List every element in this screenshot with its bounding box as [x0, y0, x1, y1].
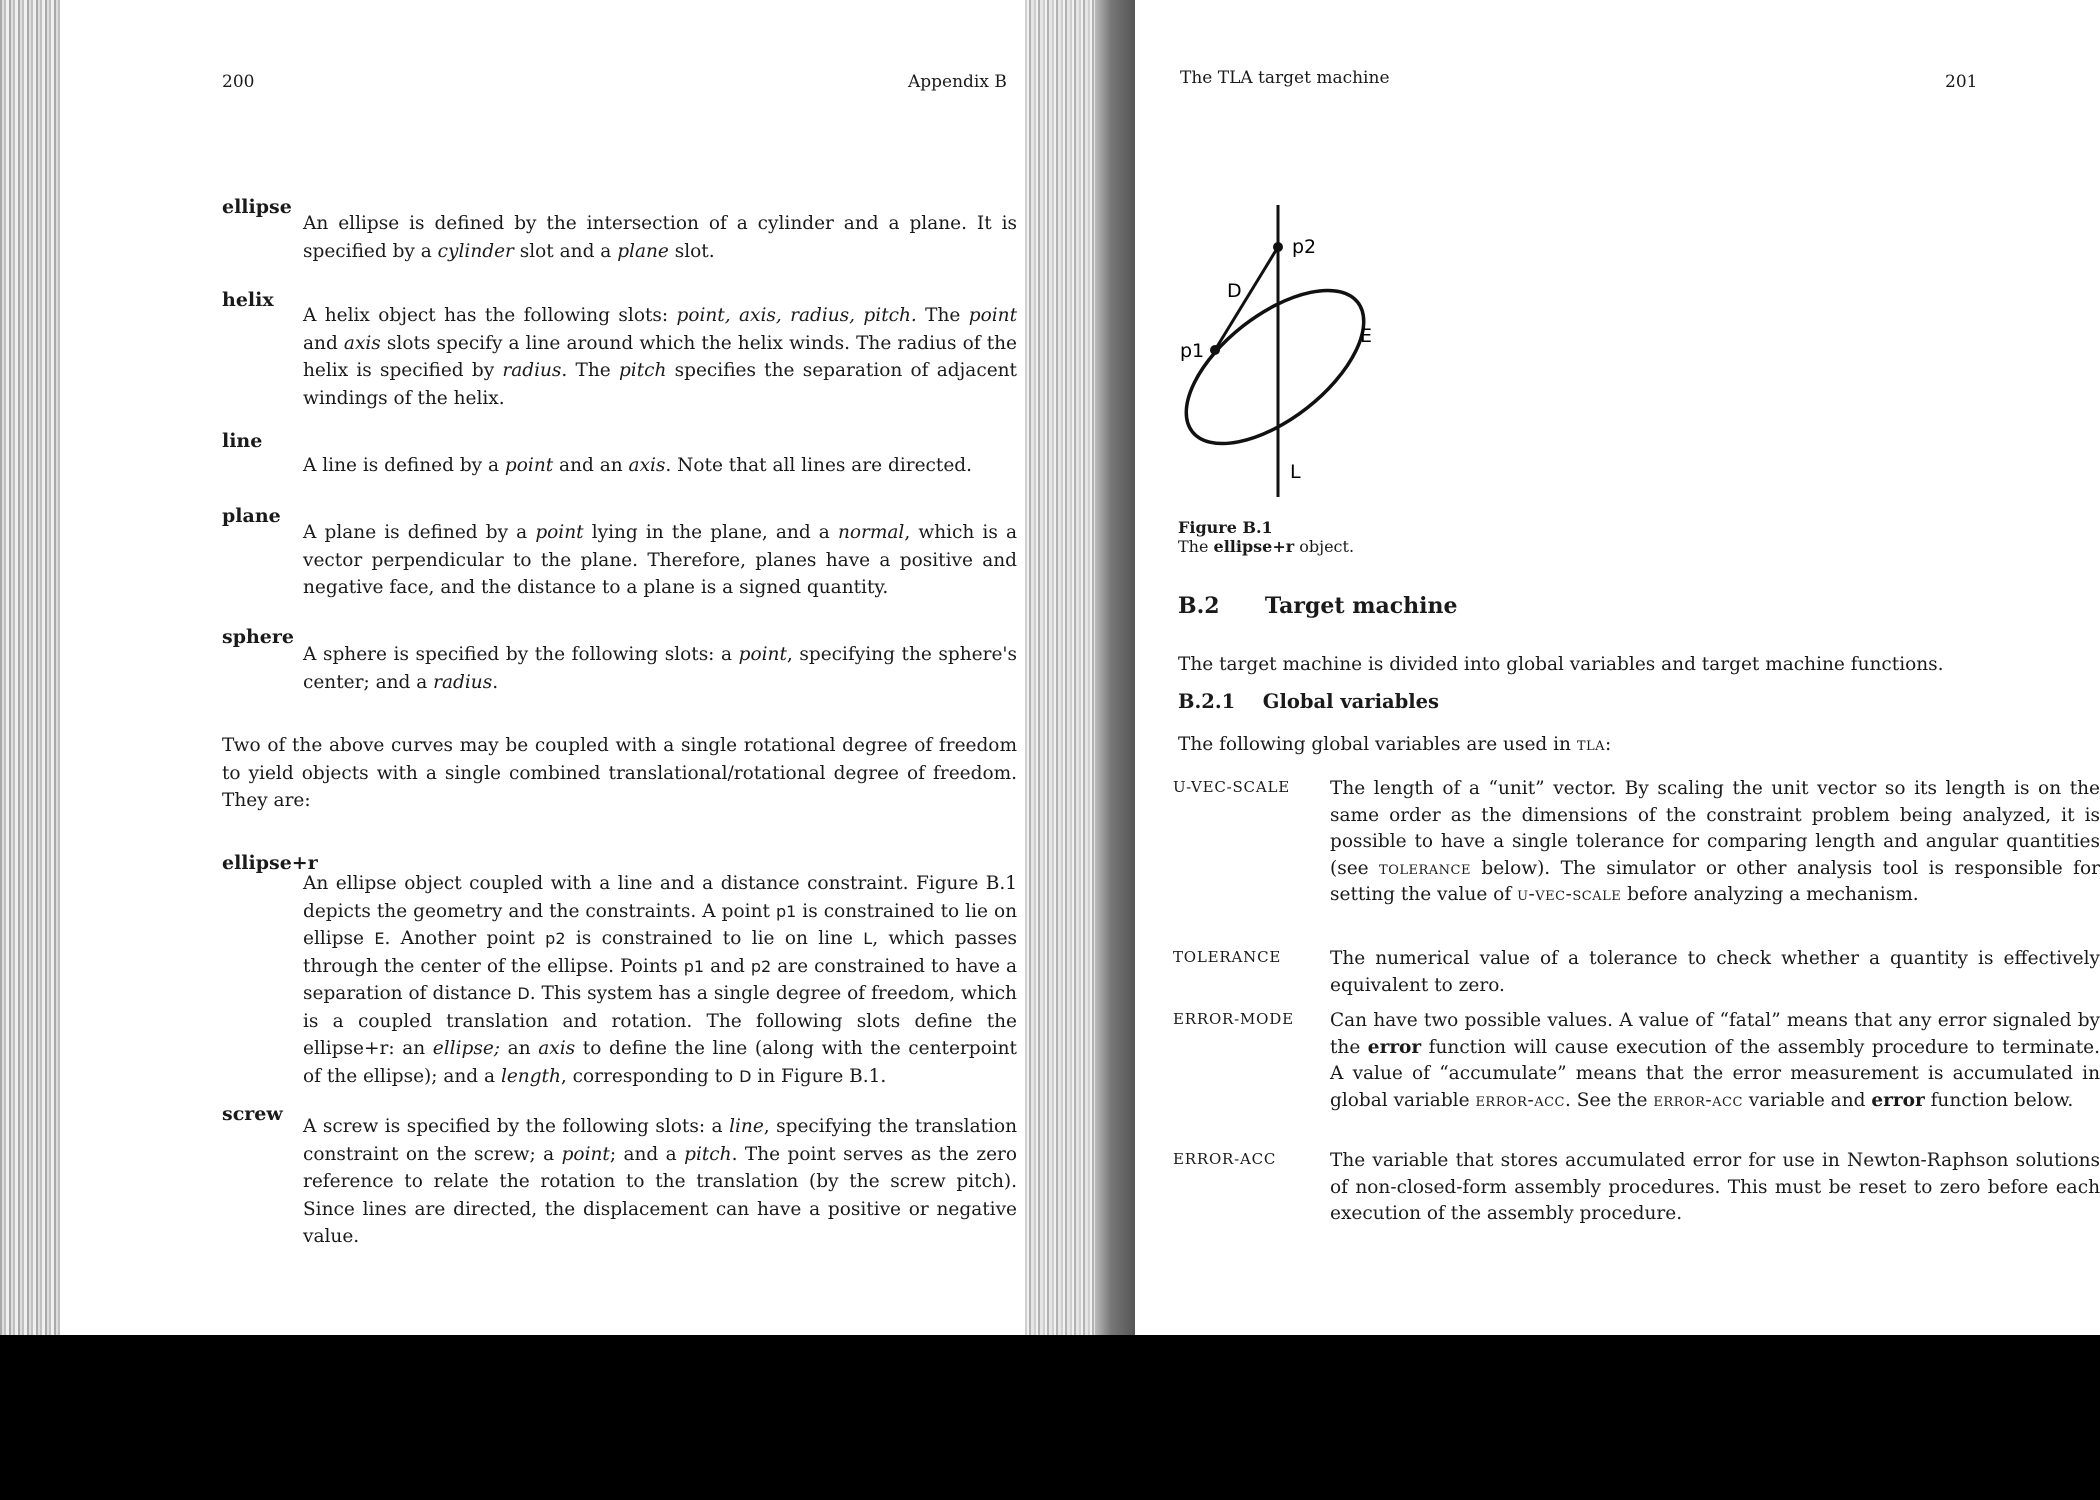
var-name-u-vec-scale: U-VEC-SCALE: [1173, 778, 1290, 796]
def-sphere: A sphere is specified by the following slots: a point, specifying the sphere's center; and a radius.: [303, 644, 1017, 693]
segment-D: [1215, 247, 1278, 350]
var-name-error-acc: ERROR-ACC: [1173, 1150, 1277, 1168]
label-E: E: [1360, 325, 1373, 347]
left-page: [60, 0, 1025, 1335]
left-page-number: 200: [222, 72, 255, 92]
term-ellipse-r: ellipse+r: [222, 852, 318, 874]
subsection-heading: [1178, 690, 1439, 713]
subsection-intro: The following global variables are used in tla:: [1178, 734, 1612, 755]
label-p2: p2: [1292, 236, 1317, 258]
var-name-error-mode: ERROR-MODE: [1173, 1010, 1294, 1028]
term-plane: plane: [222, 505, 281, 527]
def-screw: A screw is specified by the following slots: a line, specifying the translation constraint on the screw; a point; and a pitch. The point serves as the zero reference to relate the rotation to the translation (by the screw pitch). Since lines are directed, the displacement can have a positive or negative value.: [303, 1116, 1018, 1247]
def-line: A line is defined by a point and an axis. Note that all lines are directed.: [303, 455, 972, 476]
section-intro: The target machine is divided into global variables and target machine functions.: [1178, 654, 1944, 675]
section-heading: [1178, 593, 1458, 619]
def-plane: A plane is defined by a point lying in the plane, and a normal, which is a vector perpendicular to the plane. Therefore, planes have a positive and negative face, and the distance to a plane is a signed quantity.: [303, 522, 1017, 598]
book-spine-shadow: [1095, 0, 1135, 1340]
scan-background-black: [0, 1335, 2100, 1500]
right-page-number: 201: [1945, 72, 1978, 92]
term-ellipse: ellipse: [222, 196, 292, 218]
right-page: [1135, 0, 2100, 1335]
var-def-u-vec-scale: The length of a “unit” vector. By scaling the unit vector so its length is on the same order as the dimensions of the constraint problem being analyzed, it is possible to have a single tolerance for comparing length and angular quantities (see tolerance below). The simulator or other analysis tool is responsible for setting the value of u-vec-scale before analyzing a mechanism.: [1330, 778, 2100, 905]
var-def-tolerance: The numerical value of a tolerance to check whether a quantity is effectively equivalent to zero.: [1330, 948, 2100, 996]
subsection-number: B.2.1: [1178, 690, 1236, 713]
left-running-head: Appendix B: [908, 72, 1007, 92]
var-name-tolerance: TOLERANCE: [1173, 948, 1282, 966]
point-p2: [1273, 242, 1283, 252]
term-sphere: sphere: [222, 626, 294, 648]
figure-caption-text: The ellipse+r object.: [1178, 537, 1355, 556]
label-L: L: [1290, 461, 1301, 483]
def-ellipse-r: An ellipse object coupled with a line and a distance constraint. Figure B.1 depicts the geometry and the constraints. A point p1 is constrained to lie on ellipse E. Another point p2 is constrained to lie on line L, which passes through the center of the ellipse. Points p1 and p2 are constrained to have a separation of distance D. This system has a single degree of freedom, which is a coupled translation and rotation. The following slots define the ellipse+r: an ellipse; an axis to define the line (along with the centerpoint of the ellipse); and a length, corresponding to D in Figure B.1.: [303, 873, 1017, 1087]
figure-ellipse-r-diagram: [1175, 195, 1385, 510]
subsection-title: Global variables: [1262, 690, 1440, 713]
term-screw: screw: [222, 1103, 283, 1125]
label-p1: p1: [1180, 340, 1205, 362]
def-ellipse: An ellipse is defined by the intersection of a cylinder and a plane. It is specified by a cylinder slot and a plane slot.: [303, 213, 1017, 262]
label-D: D: [1227, 280, 1242, 302]
right-running-head: The TLA target machine: [1180, 68, 1390, 88]
left-page-edge-shading: [0, 0, 60, 1340]
point-p1: [1210, 345, 1220, 355]
section-title: Target machine: [1264, 593, 1458, 619]
intro-paragraph: Two of the above curves may be coupled with a single rotational degree of freedom to yield objects with a single combined translational/rotational degree of freedom. They are:: [222, 735, 1017, 811]
var-def-error-mode: Can have two possible values. A value of “fatal” means that any error signaled by the error function will cause execution of the assembly procedure to terminate. A value of “accumulate” means that the error measurement is accumulated in global variable error-acc. See the error-acc variable and error function below.: [1330, 1010, 2100, 1111]
var-def-error-acc: The variable that stores accumulated error for use in Newton-Raphson solutions of non-closed-form assembly procedures. This must be reset to zero before each execution of the assembly procedure.: [1330, 1150, 2100, 1224]
term-line: line: [222, 430, 263, 452]
def-helix: A helix object has the following slots: point, axis, radius, pitch. The point and axis slots specify a line around which the helix winds. The radius of the helix is specified by radius. The pitch specifies the separation of adjacent windings of the helix.: [303, 305, 1018, 409]
term-helix: helix: [222, 289, 274, 311]
ellipse-E: [1175, 261, 1385, 472]
section-number: B.2: [1178, 593, 1220, 619]
figure-caption-title: Figure B.1: [1178, 518, 1273, 537]
